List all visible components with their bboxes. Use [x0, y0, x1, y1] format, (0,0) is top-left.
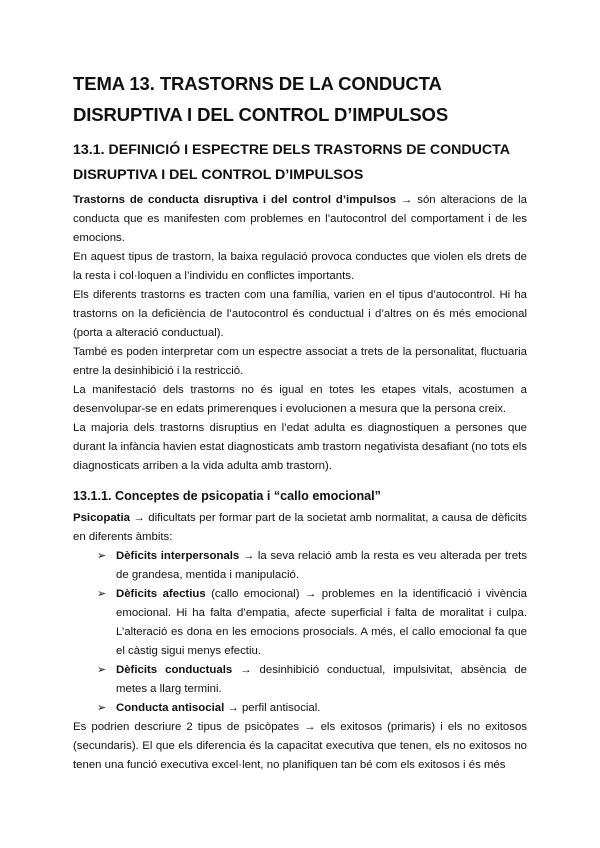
list-item-text: (callo emocional) → problemes en la identificació i vivència emocional. Hi ha falta d’empatia, afecte superficial i falta de moralitat i culpa. L’alteració es dona en les emocions prosocials. A més, el callo emocional fa que el càstig sigui menys efectiu.	[116, 588, 527, 657]
list-item	[97, 661, 527, 699]
psicopatia-text: → dificultats per formar part de la societat amb normalitat, a causa de dèficits en diferents àmbits:	[73, 512, 527, 543]
psicopatia-term: Psicopatia	[73, 512, 130, 524]
arrow-bullet-icon: ➢	[97, 702, 107, 714]
closing-paragraph: Es podrien descriure 2 tipus de psicòpates → els exitosos (primaris) i els no exitosos (secundaris). El que els diferencia és la capacitat executiva que tenen, els no exitosos no tenen una funció executiva excel·lent, no planifiquen tan bé com els exitosos i és més	[73, 721, 527, 771]
intro-paragraph	[73, 191, 527, 248]
paragraph-5: La majoria dels trastorns disruptius en l’edat adulta es diagnostiquen a persones que durant la infància havien estat diagnosticats amb trastorn negativista desafiant (no tots els diagnosticats arriben a la vida adulta amb trastorn).	[73, 422, 527, 472]
paragraph-1: En aquest tipus de trastorn, la baixa regulació provoca conductes que violen els drets de la resta i col·loquen a l’individu en conflictes importants.	[73, 251, 527, 282]
section-heading	[73, 138, 527, 188]
list-item-term: Dèficits conductuals	[116, 664, 233, 676]
chapter-title	[73, 68, 527, 130]
document-body	[73, 68, 527, 775]
list-item-text: → la seva relació amb la resta es veu alterada per trets de grandesa, mentida i manipulació.	[116, 550, 527, 581]
intro-text: → són alteracions de la conducta que es manifesten com problemes en l’autocontrol del comportament i de les emocions.	[73, 194, 527, 244]
list-item-text: → perfil antisocial.	[224, 702, 321, 714]
paragraph-2: Els diferents trastorns es tracten com una família, varien en el tipus d’autocontrol. Hi ha trastorns on la deficiència de l’autocontrol és conductual i d’altres on és més emocional (porta a alteració conductual).	[73, 289, 527, 339]
chapter-title-line-2: DISRUPTIVA I DEL CONTROL D’IMPULSOS	[73, 104, 449, 125]
arrow-bullet-icon: ➢	[97, 588, 107, 600]
list-item-term: Dèficits interpersonals	[116, 550, 240, 562]
list-item-term: Dèficits afectius	[116, 588, 206, 600]
list-item-term: Conducta antisocial	[116, 702, 225, 714]
psicopatia-paragraph	[73, 509, 527, 547]
deficits-list	[73, 547, 527, 718]
list-item	[97, 585, 527, 661]
arrow-bullet-icon: ➢	[97, 550, 107, 562]
list-item	[97, 699, 527, 718]
section-heading-line-2: DISRUPTIVA I DEL CONTROL D’IMPULSOS	[73, 167, 364, 183]
subsection-heading: 13.1.1. Conceptes de psicopatia i “callo emocional”	[73, 489, 381, 503]
paragraph-4: La manifestació dels trastorns no és igual en totes les etapes vitals, acostumen a desenvolupar-se en edats primerenques i evolucionen a mesura que la persona creix.	[73, 384, 527, 415]
arrow-bullet-icon: ➢	[97, 664, 107, 676]
section-heading-line-1: 13.1. DEFINICIÓ I ESPECTRE DELS TRASTORNS DE CONDUCTA	[73, 142, 510, 158]
intro-term: Trastorns de conducta disruptiva i del control d’impulsos	[73, 194, 397, 206]
paragraph-3: També es poden interpretar com un espectre associat a trets de la personalitat, fluctuaria entre la desinhibició i la restricció.	[73, 346, 527, 377]
list-item-text: → desinhibició conductual, impulsivitat, absència de metes a llarg termini.	[116, 664, 527, 695]
list-item	[97, 547, 527, 585]
chapter-title-line-1: TEMA 13. TRASTORNS DE LA CONDUCTA	[73, 73, 442, 94]
